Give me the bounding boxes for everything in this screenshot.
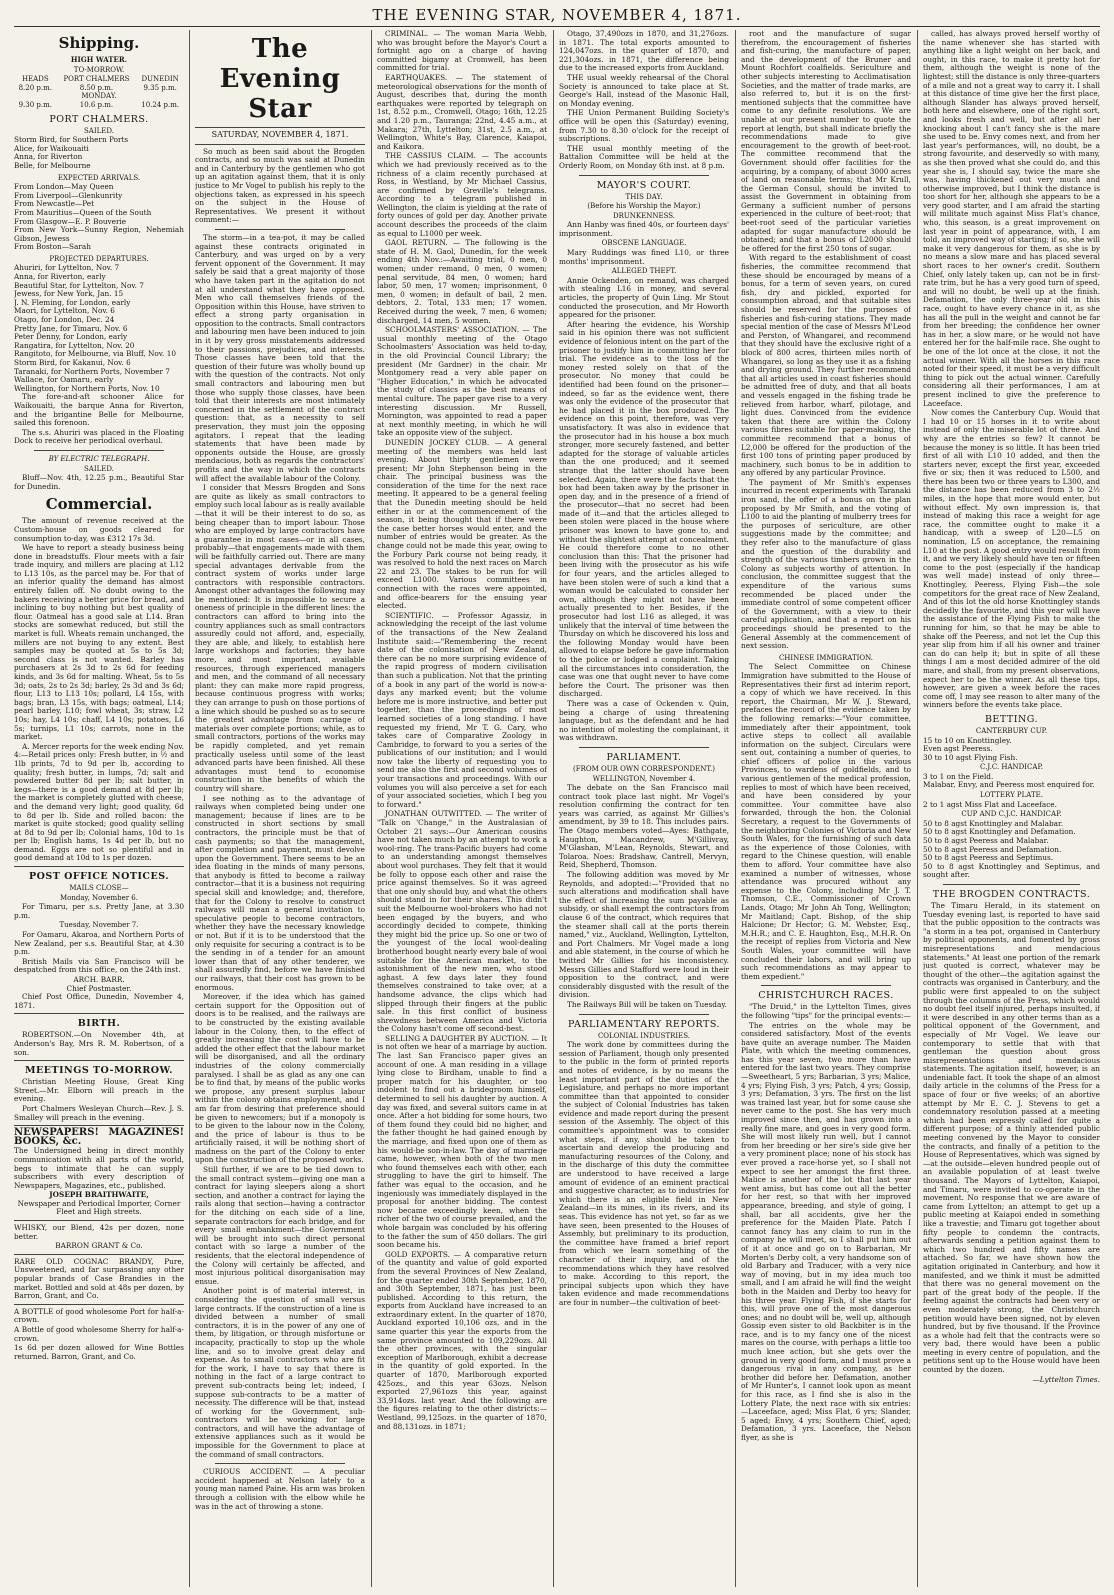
news-item-body: The usual monthly meeting of the Otago Schoolmasters' Association was held to-day, in the old Provincial Council Library; the president (Mr Gardner) in the chair. Mr Montgomery read a very able paper on "Higher Education," in which he advocated the study of classics as the best means of mental culture. The paper gave rise to a very interesting discussion. Mr Russell, Mornington, was appointed to read a paper at next monthly meeting, in which he will take an opposite view of the subject. xyxy=(377,325,547,438)
brogden-source: —Lyttelton Times. xyxy=(1032,1374,1100,1384)
projected-item: Anna, for Riverton, early xyxy=(14,272,106,282)
divider xyxy=(195,127,365,128)
news-item xyxy=(377,810,547,1033)
races-heading: CHRISTCHURCH RACES. xyxy=(758,990,894,1002)
ad-whisky-signature: BARRON GRANT & Co. xyxy=(55,1241,143,1251)
tide-table xyxy=(14,75,184,109)
ad-newspapers-heading: NEWSPAPERS! MAGAZINES! BOOKS, &c. xyxy=(14,1127,184,1147)
column-4 xyxy=(559,30,729,1587)
news-item-separator: — xyxy=(447,72,472,82)
gold-continuation: Otago, 37,490ozs in 1870, and 31,276ozs. in 1871. The total exports amounted to 124,047ozs. in the quarter of 1870, and 221,304ozs. in 1871, the difference being due to the increased exports from Auckland. xyxy=(559,30,729,73)
column-rule xyxy=(735,30,736,1587)
divider xyxy=(215,1463,345,1464)
news-item xyxy=(377,74,547,151)
editorial-paragraph: Still further, if we are to be tied down to the small contract system—giving one man a contract for laying sleepers along a short section, and another a contract for laying the rails along that section—having a contractor for the ditching on each side of a line, separate contractors for each bridge, and for every small embankment—the Government will be brought into such direct personal contact with so large a number of the residents, that the electoral independence of the Colony will certainly be affected, and most injurious political disorganisation may ensue. xyxy=(195,1165,365,1286)
meetings-heading: MEETINGS TO-MORROW. xyxy=(25,1065,173,1077)
betting-lottery-heading: LOTTERY PLATE. xyxy=(980,791,1043,800)
building-society-notice: THE Union Permanent Building Society's office will be open this (Saturday) evening, from 7.30 to 8.30 o'clock for the receipt of subscriptions. xyxy=(559,108,729,144)
expected-item: From New York—Sunny Region, Nehemiah Gibson, Jewess xyxy=(14,225,184,243)
ad-braithwaite-title: Newspaper and Periodical Importer, Corner Fleet and High streets. xyxy=(17,1198,181,1217)
canterbury-cup-paragraph: Now comes the Canterbury Cup. Would that I had 10 or 15 horses in it to write about instead of only the miserable lot of three. And why are the entries so few? It cannot be because the money is so little. It has been tried first of all with L10 10 added, and then the starters never, except the first year, exceeded five or six; then it was reduced to L500, and there has been two or three years to L300, and the distance has been reduced from 3 to 2½ miles, in the hope that more would enter, but without effect. My own impression is, that instead of making this race a weight for age race, the committee ought to make it a handicap, with a sweep of L20—L5 on nomination, L5 on acceptance, the remaining L10 at the post. A good entry would result from it, and we very likely should have ten or fifteen come to the post (especially if the handicap was well made) instead of only three—Knottingley, Peeress, Flying Fish—the sole competitors for the great race of New Zealand, And of this lot the old horse Knottingley stands decidedly the favourite, and this year will have the assistance of the Flying Fish to make the running for him, so that he may be able to shake off the Peeress, and not let the Cup this year slip from him if all his owner and trainer can do can help it; but in spite of all these things I am a most decided admirer of the old mare, and shall, from my present observations, expect her to be the winner. As all these tips, however, are given a week before the races come off, I may see reason to alter many of the winners before the events take place. xyxy=(923,408,1100,710)
betting-cup-list xyxy=(923,737,1100,763)
shipping-heading: Shipping. xyxy=(58,34,140,52)
telegraph-paragraph: Bluff—Nov. 4th, 12.25 p.m., Beautiful Star for Dunedin. xyxy=(14,473,184,491)
betting-cup-heading: CANTERBURY CUP. xyxy=(975,726,1048,735)
news-item xyxy=(377,30,547,73)
divider xyxy=(943,884,1080,885)
projected-departures-list xyxy=(14,264,184,393)
sailed-item: Storm Bird, for Southern Ports xyxy=(14,135,129,145)
projected-item: Ahuriri, for Lyttelton, Nov. 7 xyxy=(14,263,120,273)
news-item-separator: — xyxy=(489,437,508,447)
news-item-body: A general meeting of the members was held last evening. About thirty gentlemen were present; Mr John Stephenson being in the chair. The principal business was the consideration of the time for the next race meeting. It appeared to be a general feeling that the Dunedin meeting should be held either in or at the commencement of the season, it being thought that if there were the case better horses would enter, and the number of entries would be greater. As the change could not be made this year, owing to the Forbury Park course not being ready, it was resolved to hold the next races on March 22 and 23. The stakes to be run for will exceed L1000. Various committees in connection with the races were appointed, and office-bearers for the ensuing year elected. xyxy=(377,437,547,611)
news-item-body: The accounts which we had previously received as to the richness of a claim recently purchased at Ross, in Westland, by Mr Michael Cassius, are confirmed by Greville's telegrams. According to a telegram published in Wellington, the claim is yielding at the rate of forty ounces of gold per day. Another private account describes the proceeds of the claim as equal to L1000 per week. xyxy=(377,151,547,238)
reports-subheading: COLONIAL INDUSTRIES. xyxy=(597,1031,691,1040)
nameplate: The Evening Star xyxy=(219,34,341,124)
port-chalmers-heading: PORT CHALMERS. xyxy=(49,113,149,125)
column-rule xyxy=(189,30,190,1587)
projected-item: Jewess, for New York, Jan. 15 xyxy=(14,289,124,299)
edition-date: SATURDAY, NOVEMBER 4, 1871. xyxy=(211,130,349,139)
projected-item: Wellington, for Northern Ports, Nov. 10 xyxy=(14,383,160,393)
divider xyxy=(579,175,709,176)
sailed-item: Anna, for Riverton xyxy=(14,152,83,162)
betting-line: 50 to 8 agst Knottingley and Septimus, and sought after. xyxy=(923,861,1100,880)
market-paragraph: We have to report a steady business being done in breadstuffs. Flour meets with a fair trade inquiry, and millers are placing at L12 to L13 10s, as the parcel may be. For that of an inferior quality the demand has almost entirely fallen off. No doubt owing to the bakers receiving a better price for bread, and inclining to buy nothing but best quality of flour. Oatmeal has a good sale at L14. Bran stocks are somewhat reduced, but still the market is full. Wheats remain unchanged, the millers are not buying to any extent. Best samples may be quoted at 5s to 5s 3d; second class is not wanted. Barley has purchasers at 2s 3d to 2s 6d for feeding kinds, and 3s 6d for malting. Wheat, 5s to 5s 3d; oats, 2s to 2s 3d; barley, 2s 3d and 3s 6d; flour, L13 to L13 10s; pollard, L4 15s, with bags; bran, L3 15s, with bags; oatmeal, L14; pearl barley, L10; fowl wheat, 3s; straw, L2 10s; hay, L4 10s; chaff, L4 10s; potatoes, L6 5s; turnips, L1 10s; carrots, none in the market. xyxy=(14,543,184,742)
news-item-separator: — xyxy=(447,238,466,248)
news-item-title: CRIMINAL. xyxy=(385,30,429,38)
news-item-title: JONATHAN OUTWITTED. xyxy=(385,809,483,819)
reports-heading: PARLIAMENTARY REPORTS. xyxy=(567,1018,721,1030)
betting-line: 50 to 8 agst Knottingley and Malabar. xyxy=(923,818,1064,828)
parliament-body xyxy=(559,784,729,1009)
expected-arrivals-list xyxy=(14,183,184,252)
betting-line: 50 to 8 agst Peeress and Defamation. xyxy=(923,844,1062,854)
post-office-heading: POST OFFICE NOTICES. xyxy=(28,871,170,883)
tide-head: PORT CHALMERS xyxy=(63,75,130,84)
sailed-item: Belle, for Melbourne xyxy=(14,160,91,170)
news-item-separator: — xyxy=(482,809,497,819)
betting-double-list xyxy=(923,820,1100,880)
editorial-paragraph: I consider that Messrs Brogden and Sons are quite as likely as small contractors to employ such local labour as is really available—that it will be their interest to do so, as being cheaper than to import labour. Those who are employed by large contractors have a guarantee in most cases—or in all cases, probably—that engagements made with them will be faithfully carried out. There are many special advantages derivable from the contract system of works under large contractors with responsible contractors. Amongst other advantages the following may be mentioned: It is impossible to secure a oneness of principle in the different lines: the contractors can afford to bring into the country appliances such as small contractors assuredly could not afford, and, especially, they are able, and likely, to establish here large workshops and factories; they have more, and most important, available resources, through experienced managers and men, and the command of all necessary plant: they can make more rapid progress, because continuous progress with works; they can arrange to push on those portions of a line which should be pushed so as to secure the greatest advantage from carriage of materials over complete portions; while, as to small contractors, portions of the works may be rapidly completed, and yet remain practically useless until some of the least advanced parts have been finished. All these advantages must tend to economise construction in the benefits of which the country will share. xyxy=(195,483,365,793)
expected-item: From Boston—Sarah xyxy=(14,242,91,252)
ad-brandy: RARE OLD COGNAC BRANDY, Pure, Unsweetened, and far surpassing any other popular brands of Case Brandies in the market. Bottled and sold at 48s per dozen, by Barron, Grant, and Co. xyxy=(14,1256,184,1301)
column-rule xyxy=(553,30,554,1587)
telegraph-sailed: SAILED. xyxy=(84,464,114,473)
post-oamaru: For Oamaru, Akaroa, and Northern Ports of New Zealand, per s.s. Beautiful Star, at 4.30 p.m. xyxy=(14,930,184,957)
betting-heading: BETTING. xyxy=(984,713,1039,725)
mayors-court-heading: MAYOR'S COURT. xyxy=(596,179,692,191)
betting-line: 50 to 8 agst Peeress and Malabar. xyxy=(923,836,1049,846)
obscene-heading: OBSCENE LANGUAGE. xyxy=(601,239,687,248)
divider xyxy=(14,1304,184,1305)
tide-row xyxy=(14,84,184,93)
before-worship: (Before his Worship the Mayor.) xyxy=(587,202,701,211)
tide-row xyxy=(14,101,184,110)
sailed-heading: SAILED. xyxy=(84,126,114,135)
mails-close: MAILS CLOSE— xyxy=(69,884,129,893)
drunkenness-paragraph: Ann Hanby was fined 40s, or fourteen days' imprisonment. xyxy=(559,220,729,238)
post-signature: ARCH. BARR. xyxy=(73,975,125,984)
betting-line: 15 to 10 on Knottingley. xyxy=(923,735,1012,745)
divider xyxy=(579,1014,709,1015)
projected-item: Peter Denny, for London, early xyxy=(14,332,128,342)
post-monday: Monday, November 6. xyxy=(60,893,138,902)
projected-item: Taranaki, for Northern Ports, November 7 xyxy=(14,366,170,376)
column-rule xyxy=(917,30,918,1587)
expected-heading: EXPECTED ARRIVALS. xyxy=(57,173,141,182)
news-item-title: GAOL RETURN. xyxy=(385,238,448,248)
curious-accident-paragraph: CURIOUS ACCIDENT. — A peculiar accident happened at Nelson lately to a young man named Paine. His arm was broken through a collision with the elbow while he was in the act of throwing a stone. xyxy=(195,1467,365,1511)
ad-bottles-returned: 1s 6d per dozen allowed for Wine Bottles returned. Barron, Grant, and Co. xyxy=(14,1343,184,1361)
column-5 xyxy=(741,30,911,1587)
parliament-dateline: WELLINGTON, November 4. xyxy=(592,774,696,783)
divider xyxy=(14,1254,184,1255)
betting-lottery-list xyxy=(923,801,1100,810)
sailed-item: Alice, for Waikouaiti xyxy=(14,143,89,153)
news-item-separator: — xyxy=(449,1249,465,1259)
projected-heading: PROJECTED DEPARTURES. xyxy=(49,254,149,263)
news-item-body: The statement of meteorological observations for the month of August, describes that, during the month earthquakes were reported by telegraph on 1st, 8.52 p.m., Cromwell, Otago; 16th, 12.25 and 1.20 p.m., Tauranga; 22nd, 4.45 a.m., at Makara; 27th, Lyttelton; 31st, 2.5 a.m., at Wellington, White's Bay, Clarence, Kaiapoi, and Kaikora. xyxy=(377,72,547,151)
news-items xyxy=(377,30,547,1431)
betting-cjc-heading: C.J.C. HANDICAP. xyxy=(980,763,1043,772)
tide-cell: 8.50 p.m. xyxy=(79,83,114,92)
industries-paragraph: The payment of Mr Smith's expenses incurred in recent experiments with Taranaki iron sand, the offer of a bonus on the plan proposed by Mr Smith, and the voting of L100 to aid the planting of mulberry trees for the purposes of sericulture, are other suggestions made by the committee; and they refer also to the manufacture of glass and the question of the durability and strength of the various timbers grown in the Colony as subjects worthy of attention. In conclusion, the committee suggest that the expenditure of the various sums recommended be placed under the immediate control of some competent officer of the Government, with a view to their careful application, and that a report on his proceedings should be presented to the General Assembly at the commencement of next session. xyxy=(741,477,911,651)
expected-item: From Liverpool—Glenkunrity xyxy=(14,190,123,200)
editorial-lead: So much as been said about the Brogden contracts, and so much was said at Dunedin and in Canterbury by the gentlemen who got up an agitation against them, that it is only justice to Mr Vogel to publish his reply to the objections taken, as expressed in his speech on the subject in the House of Representatives. We present it without comment:— xyxy=(195,146,365,225)
news-item-title: EARTHQUAKES. xyxy=(385,72,448,82)
editorial-paragraph: The storm—in a tea-pot, it may be called against these contracts originated in Canterbury, and was urged on by a very fervent opponent of the Government. It may safely be said that a great majority of those who have taken part in the agitation do not at all understand what they have opposed. Men who call themselves friends of the Opposition within this House, have striven to effect a strong party organisation in opposition to the contracts. Small contractors and labouring men have been induced to join in it by very gross misstatements addressed to their passions, prejudices, and interests. Those classes have been told that the question of their future was wholly bound up with the question of the contracts. Not only small contractors and labouring men but those who supply those classes, have been told that their interests are most intimately concerned in the settlement of the contract question: that, as a necessity to self preservation, they must join the opposing agitators. I repeat that the leading statements that have been made by opponents outside the House, are grossly mendacious, both as regards the contractors' profits and the way in which the contracts will affect the available labour of the Colony. xyxy=(195,232,365,483)
chinese-paragraph: The Select Committee on Chinese Immigration have submitted to the House of Representatives their first ad interim report, a copy of which we have received. In this report, the Chairman, Mr W. J. Steward, prefaces the record of the evidence taken by the following remarks:—"Your committee, immediately after their appointment, took active steps to collect all available information on the subject. Circulars were sent out, containing a number of queries, to chief officers of police in the various Provinces, to wardens of goldfields, and to various gentlemen of the medical profession, replies to most of which have been received, and have been considered by your committee. Your committee have also forwarded, through the hon. the Colonial Secretary, a request to the Governments of the neighboring Colonies of Victoria and New South Wales, for the furnishing of such data as the experience of those Colonies, with regard to the Chinese question, will enable them to afford. Your committee have also examined a number of witnesses, whose attendance was procured without any expense to the Colony, including Mr J. T. Thomson, C.E., Commissioner of Crown Lands, Otago; Mr John Ah Tong, Wellington; Mr Maitland; Capt. Bishop, of the ship Halcione; Dr Hector; G. M. Webster, Esq., M.H.R.; and C. E. Haughton, Esq., M.H.R. On the receipt of replies from Victoria and New South Wales, your committee will have concluded their labors, and will bring up such recommendations as may appear to them expedient." xyxy=(741,662,911,981)
birth-heading: BIRTH. xyxy=(77,1018,121,1030)
news-item xyxy=(377,1035,547,1250)
theft-body xyxy=(559,277,729,743)
obscene-paragraph: Mary Ruddings was fined L10, or three months' imprisonment. xyxy=(559,248,729,266)
column-6 xyxy=(923,30,1100,1587)
news-item-body: A comparative return of the quantity and value of gold exported from the several Provinces of New Zealand, for the quarter ended 30th September, 1870, and 30th September, 1871, has just been published. According to this return, the exports from Auckland have increased to an extraordinary extent. In the quarter of 1870, Auckland exported 10,106 ozs, and in the same quarter this year the exports from the same province amounted to 109,229ozs. All the other provinces, with the singular exception of Marlborough, exhibit a decrease in the quantity of gold exported. In the quarter of 1870, Marlborough exported 425ozs., and this year 63ozs. Nelson exported 27,961ozs this year, against 33,914ozs. last year. And the following are the figures relating to the other districts:—Westland, 99,125ozs. in the quarter of 1870, and 88,131ozs. in 1871; xyxy=(377,1249,547,1431)
column-3 xyxy=(377,30,547,1587)
betting-cjc-list xyxy=(923,773,1100,790)
projected-item: Beautiful Star, for Lyttelton, Nov. 7 xyxy=(14,280,144,290)
expected-item: From Mauritius—Queen of the South xyxy=(14,207,152,217)
news-item-separator: — xyxy=(433,610,458,620)
ad-braithwaite-name: JOSEPH BRAITHWAITE, xyxy=(49,1190,149,1200)
editorial-paragraph: Moreover, if the idea which has gained certain support for the Opposition out of doors is to be realised, and the railways are to be constructed by the existing available labour in the Colony, then, to the effect of greatly increasing the cost will have to be added the other effect that the labour market will be disorganised, and all the ordinary industries of the colony commercially paralysed. I shall be as glad as any one can be to find that, by means of the public works we propose, any present surplus labour within the colony obtains employment, and I am far from desiring that preference should be given to newcomers; but if a monopoly is to be given to the labour now in the Colony, and the price of labour is thus to be artificially raised, it will be nothing short of madness on the part of the Colony to enter upon the construction of the proposed works. xyxy=(195,992,365,1165)
divider xyxy=(34,450,164,451)
post-british: British Mails via San Francisco will be despatched from this office, on the 24th inst. xyxy=(14,956,184,975)
divider xyxy=(761,985,891,986)
revenue-paragraph: The amount of revenue received at the Custom-house on goods cleared for consumption to-day, was £312 17s 3d. xyxy=(14,516,184,543)
reports-paragraph: The work done by committees during the session of Parliament, though only presented to the public in the form of printed reports and notes of evidence, is by no means the least important part of the duties of the Legislature, and perhaps no more important committee than that appointed to consider the subject of Colonial Industries has taken evidence and made report during the present session of the Assembly. The object of this committee's appointment was to consider what steps, if any, should be taken to ascertain and develop the producing and manufacturing resources of the Colony, and in the discharge of this duty the committee are understood to have received a large amount of evidence of an eminent practical and suggestive character, as to industries for which there is an eligible field in New Zealand—in its mines, in its rivers, and its seas. This evidence has not yet, so far as we have seen, been presented to the Houses of Assembly, but preliminary to its production, the committee have framed a brief report from which we learn something of the character of their inquiry, and of the recommendations which they have resolved to make. According to this report, the principal subjects upon which they have taken evidence and made recommendations are four in number—the cultivation of beet- xyxy=(559,1040,729,1307)
betting-double-heading: CUP AND C.J.C. HANDICAP. xyxy=(961,810,1062,819)
news-item-body: The woman Maria Webb, who was brought before the Mayor's Court a fortnight ago on a charge of having committed bigamy at Cromwell, has been committed for trial. xyxy=(377,30,547,73)
news-item-body: Professor Agassiz, in acknowledging the receipt of the last volume of the transactions of the New Zealand Institute said:—"Remembering the recent date of the colonisation of New Zealand, there can be no more surprising evidence of the rapid progress of modern civilisation than such a publication. Not that the printing of a book in any part of the world is now-a-days any marked event; but the volume before me is more instructive, and better put together, than the proceedings of most learned societies of a long standing. I have requested my friend, Mr T. G. Cary, who takes care of Comparative Zoology in Cambridge, to forward to you a series of the publications of our institution; and I would now take the liberty of requesting you to send me also the first and second volumes of your transactions and proceedings. With our volumes you will also perceive a set for each of your associated societies, which I beg you to forward." xyxy=(377,610,547,809)
news-item xyxy=(377,1251,547,1431)
sailed-list xyxy=(14,136,184,170)
ad-port: A BOTTLE of good wholesome Port for half-a-crown. xyxy=(14,1306,184,1325)
betting-line: Malabar, Envy, and Peeress most enquired for. xyxy=(923,780,1095,790)
expected-item: From London—May Queen xyxy=(14,182,114,192)
choral-notice: THE usual weekly rehearsal of the Choral Society is announced to take place at St. George's Hall, instead of the Masonic Hall, on Monday evening. xyxy=(559,72,729,108)
divider xyxy=(14,1013,184,1014)
divider xyxy=(14,1125,184,1126)
projected-item: Wallace, for Oamaru, early xyxy=(14,375,114,385)
industries-paragraph: root and the manufacture of sugar therefrom, the encouragement of fisheries and fish-curing, the manufacture of paper, and the development of the Bruner and Mount Rochfort coalfields. Sericulture and other subjects interesting to Acclimatisation Societies, and the matter of trade marks, are also referred to, but it is on the first-mentioned subjects that the committee have come to any definite resolutions. We are unable at our present number to quote the report at length, but shall indicate briefly the recommendations made to give encouragement to the growth of beet-root. The committee recommend that the Government should offer facilities for the acquiring, by a company, of about 3000 acres of land on reasonable terms; that Mr Krull, the German Consul, should be invited to assist the Government in obtaining from Germany a sufficient number of persons experienced in the culture of beet-root; that beet-root seed of the particular varieties adapted for sugar manufacture should be obtained; and that a bonus of L2000 should be offered for the first 250 tons of sugar. xyxy=(741,30,911,253)
tide-cell: 9.30 p.m. xyxy=(18,100,52,109)
drunkenness-heading: DRUNKENNESS. xyxy=(612,211,676,220)
brogden-heading: THE BROGDEN CONTRACTS. xyxy=(932,889,1091,900)
betting-line: Even agst Peeress. xyxy=(923,744,993,754)
chinese-heading: CHINESE IMMIGRATION. xyxy=(778,653,874,662)
betting-line: 2 to 1 agst Miss Flat and Laceeface. xyxy=(923,799,1057,809)
post-timaru: For Timaru, per s.s. Pretty Jane, at 3.30 p.m. xyxy=(14,902,184,920)
divider xyxy=(215,229,345,230)
commercial-heading: Commercial. xyxy=(45,495,153,514)
masthead: THE EVENING STAR, NOVEMBER 4, 1871. xyxy=(372,6,742,24)
meetings-item: Port Chalmers Wesleyan Church—Rev. J. S. Smalley will preach in the evening. xyxy=(14,1103,184,1122)
news-item-title: THE CASSIUS CLAIM. xyxy=(385,151,476,161)
industries-body xyxy=(741,30,911,651)
theft-paragraph: Annie Ockenden, on remand, was charged with stealing L16 in money, and several articles, the property of Quin Ling. Mr Stout conducted the prosecution, and Mr Howorth appeared for the prisoner. xyxy=(559,275,729,320)
telegraph-heading: BY ELECTRIC TELEGRAPH. xyxy=(48,454,150,463)
betting-line: 3 to 1 on the Field. xyxy=(923,771,994,781)
parliament-paragraph: The Railways Bill will be taken on Tuesday. xyxy=(567,999,727,1009)
divider xyxy=(195,144,365,145)
battalion-notice: THE usual monthly meeting of the Battalion Committee will be held at the Orderly Room, on Monday 6th inst. at 8 p.m. xyxy=(559,143,729,170)
column-1 xyxy=(14,30,184,1587)
betting-line: 50 to 8 agst Knottingley and Defamation. xyxy=(923,827,1076,837)
brogden-paragraph: The Timaru Herald, in its statement on Tuesday evening last, is reported to have said that the public opposition to the contracts was "a storm in a tea pot, organised in Canterbury by political opponents, and fomented by gross misrepresentations and mendacious statements." At least one portion of the remark just quoted is correct, whatever may be thought of the other—the agitation against the contracts was organised in Canterbury, and the public were first appealed to on the subject through the columns of the Press, which would no doubt feel itself injured, perhaps insulted, if it were described in any other terms than as a political opponent of the Government, and especially of Mr Vogel. We leave our contemporary to settle that with that gentleman the question about gross misrepresentations and mendacious statements. The agitation itself, however, is an undeniable fact. It took the shape of an almost daily article in the columns of the Press for a space of four or five weeks; of an abortive attempt by Mr E. C. J. Stevens to get a condemnatory resolution passed at a meeting which had been expressly called for quite a different purpose; of a thinly attended public meeting convened by the Mayor to consider the contracts, and finally of a petition to the House of Representatives, which was signed by—at the outside—eleven hundred people out of an available population of at least twelve thousand. The Mayors of Lyttelton, Kaiapoi, and Timaru, were invited to co-operate in the movement. No response that we are aware of came from Lyttelton; an attempt to get up a public meeting at Kaiapoi ended in something like a travestie; and Timaru got together about fifty people to condemn the contracts, afterwards sending a petition against them to which two hundred and fifty names are attached. So far, we have shown how the agitation originated in Canterbury, and how it manifested, and we think it must be admitted that there was no general movement on the part of the great body of the people. If the feeling against the contracts had been very or even moderately strong, the Christchurch petition would have been signed, not by eleven hundred, but by five thousand. If the Province as a whole had felt that the contracts were so very bad, there would have been a public meeting in every centre of population, and the petitions sent up to the House would have been counted by the dozen. xyxy=(923,901,1100,1375)
meetings-item: Christian Meeting House, Great King Street.—Mr. Elborn will preach in the evening. xyxy=(14,1077,184,1104)
news-item-body: It is not often we hear of a marriage by auction. The last San Francisco paper gives an account of one. A man residing in a village lying close to Birdham, unable to find a proper match for his daughter, or too indolent to find out a bridegroom himself, determined to sell his daughter by auction. A day was fixed, and several suitors came in at once. After a hot bidding for some hours, two of them found they could bid no higher, and the father thought he had gained enough by the marriage, and fixed upon one of them as his would-be son-in-law. The day of marriage came, however, when both of the two men who found themselves each with other, each struggling to have the girl to himself. The father was equal to the occasion, and he ingeniously was immediately displayed in the proposal for another bidding. The contest now became exceedingly keen, when the richer of the two of course prevailed, and the whole bargain was concluded by his offering to the father the sum of 450 dollars. The girl soon became his. xyxy=(377,1033,547,1250)
news-item-title: GOLD EXPORTS. xyxy=(385,1249,450,1259)
projected-item: J. N. Fleming, for London, early xyxy=(14,297,131,307)
curious-accident-body: A peculiar accident happened at Nelson lately to a young man named Paine. His arm was broken through a collision with the elbow while he was in the act of throwing a stone. xyxy=(195,1467,365,1511)
monday-label: MONDAY. xyxy=(81,92,117,101)
races-intro: "The Druid," in the Lyttelton Times, gives the following "tips" for the principal events:— xyxy=(741,1002,911,1020)
news-item-title: SELLING A DAUGHTER BY AUCTION. xyxy=(385,1033,530,1043)
parliament-heading: PARLIAMENT. xyxy=(606,751,682,763)
high-water-heading: HIGH WATER. xyxy=(70,55,128,64)
news-item-title: SCHOOLMASTERS' ASSOCIATION. xyxy=(385,325,520,335)
divider xyxy=(14,1220,184,1221)
news-item-separator: — xyxy=(475,151,495,161)
news-item-separator: — xyxy=(428,30,446,38)
news-item-body: The following is the state of H. M. Gaol, Dunedin, for the week ending 4th Nov.:—Awaiting trial, 0 men, 0 women; under remand, 0 men, 0 women; penal servitude, 84 men, 0 women; hard labor, 50 men, 17 women; imprisonment, 0 men, 0 women; in default of bail, 2 men. debtors, 2. Total, 133 men; 17 women. Received during the week, 7 men, 6 women; discharged, 14 men, 5 women. xyxy=(377,238,547,325)
divider xyxy=(14,866,184,867)
betting-line: 30 to 10 agst Flying Fish. xyxy=(923,752,1018,762)
ahuriri-paragraph: The s.s. Ahuriri was placed in the Floating Dock to receive her periodical overhaul. xyxy=(14,427,184,446)
parliament-source: (FROM OUR OWN CORRESPONDENT.) xyxy=(573,764,715,773)
news-item-body: The writer of "Talk on 'Change," in the Australasian of October 21 says:—Our American cousins have not taken much by an attempt to work a wool-ring. The trans-Pacific buyers had come to an understanding amongst themselves about wool purchases. They felt that it would be folly to oppose each other and raise the price against themselves. So it was agreed that one only should buy, and what the others should stand in for their shares. This didn't suit the Melbourne wool-brokers who had not been engaged by the buyers, and who accordingly decided to compete, thinking they might bid the price up. So one or two of the youngest of the local wool-dealing brotherhood bought nearly every bale of wool suitable for the American market, to the astonishment of the new men, who stood aghast. A few days later they found themselves constrained to take over, at a handsome advance, the clips which had slipped through their fingers at the public sale. In this first conflict of business shrewdness between America and Victoria the Colony hasn't come off second-best. xyxy=(377,809,547,1034)
mercer-paragraph: A. Mercer reports for the week ending Nov. 4:—Retail prices only: Fresh butter, in ½ and 1lb prints, 7d to 9d per lb, according to quality; fresh butter, in lumps, 7d; salt and powdered butter 8d per lb; salt butter, in kegs—there is a good demand at 8d per lb; the market is completely glutted with cheese, and the demand very light; good quality, 6d to 8d per lb. Side and rolled bacon: the market is quite stocked; good quality selling at 8d to 9d per lb; Colonial hams, 10d to 1s per lb; English hams, 1s 4d per lb, but no demand. Eggs are not so plentiful and in good demand at 10d to 1s per dozen. xyxy=(14,741,184,863)
tide-cell: 10.6 p.m. xyxy=(79,100,114,109)
theft-paragraph: There was a case of Ockenden v. Quin, being a charge of using threatening language, but as the defendant and he had no intention of molesting the complainant, it was withdrawn. xyxy=(559,698,729,743)
news-item xyxy=(377,612,547,810)
ad-sherry: A Bottle of good wholesome Sherry for half-a-crown. xyxy=(14,1325,184,1343)
parliament-paragraph: The following addition was moved by Mr Reynolds, and adopted:—"Provided that no such alterations and modification shall have the effect of increasing the sum payable as subsidy, or shall exempt the contractors from clause 6 of the contract, which requires that the steamer shall call at the ports therein named," viz., Auckland, Wellington, Lyttelton, and Port Chalmers. Mr Vogel made a long and able statement, in the course of which he twitted Mr Gillies for his inconsistency. Messrs Gillies and Stafford were loud in their opposition to the contract, and were considerably disgusted with the result of the division. xyxy=(559,870,729,1000)
this-day: THIS DAY. xyxy=(625,192,663,201)
ad-newspapers-body: The Undersigned being in direct monthly communication with all parts of the world, begs to intimate that he can supply subscribers with every description of Newspapers, Magazines, etc., published. xyxy=(14,1146,184,1190)
ship-paragraph: The fore-and-aft schooner Alice for Waikouaiti, the barque Anna for Riverton, and the brigantine Belle for Melbourne, sailed this forenoon. xyxy=(14,392,184,428)
news-item xyxy=(377,439,547,611)
news-item xyxy=(377,239,547,325)
tide-header-row xyxy=(14,75,184,84)
editorial-paragraph: I see nothing as to the advantage of railways when completed being under one management; because if lines are to be constructed in short sections by small contractors, the principle must be that of cash payments; so that the management, after completion and payment, must devolve upon the Government. There seems to be an idea floating in the minds of many persons, that anybody is fitted to become a railway contractor—that it is a business not requiring special skill and knowledge; and, therefore, that for the Colony to resolve to construct railways will mean a general invitation to speculative people to become contractors, whether they have the necessary knowledge or not. But if it is to be understood that the only requisite for securing a contract is to be the sending in of a tender for an amount lower than that of any other tenderer, we shall assuredly find, before we have finished our railways, that their cost has grown to be enormous. xyxy=(195,793,365,992)
news-item-separator: — xyxy=(529,1033,542,1043)
tomorrow-label: TO-MORROW. xyxy=(73,65,125,74)
news-item-separator: — xyxy=(519,325,534,335)
ad-whisky: WHISKY, our Blend, 42s per dozen, none better. xyxy=(14,1223,184,1241)
tide-cell: 8.20 p.m. xyxy=(18,83,52,92)
column-rule xyxy=(371,30,372,1587)
theft-paragraph: After hearing the evidence, his Worship said in his opinion there was not sufficient evidence of felonious intent on the part of the prisoner to justify him in committing her for trial. The evidence as to the loss of the money rested solely on that of the prosecutor. No money that could be identified had been found on the prisoner—indeed, so far as the evidence went, there was only the evidence of the prosecutor that he had placed it in the box produced. The evidence on this point, therefore, was very unsatisfactory. It was also in evidence that the prosecutor had in his house a box much stronger, more securely fastened, and better adapted for the storage of valuable articles than the one produced; and it seemed strange that the latter should have been selected. Again, there were the facts that the box had been taken away by the prisoner in open day, and in the presence of a friend of the prosecutor—that no secret had been made of it—and that the articles alleged to been stolen were placed in the house where prisoner was known to have gone to, and without the slightest attempt at concealment. He could therefore come to no other conclusion than this: That the prisoner had been living with the prosecutor as his wife for four years, and the articles alleged to have been stolen were of such a kind that a woman would be calculated to consider her own, although they might not have been actually presented to her. Besides, if the prosecutor had lost L16 as alleged, it was unlikely that the interval of time between the Thursday on which he discovered his loss and the following Monday would have been allowed to elapse before he gave information to the police or lodged a complaint. Taking all the circumstances into consideration, the case was one that ought never to have come before the Court. The prisoner was then discharged. xyxy=(559,319,729,699)
birth-paragraph: ROBERTSON.—On November 4th, at Anderson's Bay, Mrs R. M. Robertson, of a son. xyxy=(14,1030,184,1057)
column-2 xyxy=(195,30,365,1587)
post-signature-title: Chief Postmaster. xyxy=(66,983,132,993)
curious-accident-title: CURIOUS ACCIDENT. xyxy=(203,1467,293,1477)
projected-item: Pretty Jane, for Timaru, Nov. 6 xyxy=(14,323,128,333)
post-tuesday: Tuesday, November 7. xyxy=(59,921,139,930)
news-item xyxy=(377,326,547,438)
editorial-paragraph: Another point is of material interest, in considering the question of small versus large contracts. If the construction of a line is divided between a number of small contractors, it is in the power of any one of them, by litigation, or through misfortune or incapacity, practically to stop up the whole line, and so to involve great delay and expense. As to small contractors who are fit for the work, I have to say that there is nothing in the fact of a large contract to prevent sub-contracts being let; indeed, I suppose sub-contracts to be a matter of necessity. The difference will be that, instead of working for the Government, sub-contractors will be working for large contractors, and will have the advantage of extensive appliances such as it would be impossible for the Government to place at the command of small contractors. xyxy=(195,1286,365,1459)
editorial-body xyxy=(195,234,365,1459)
projected-item: Rangatira, for Lyttelton, Nov. 20 xyxy=(14,340,135,350)
tide-head: DUNEDIN xyxy=(141,75,179,84)
industries-paragraph: With regard to the establishment of coast fisheries, the committee recommend that these should be encouraged by means of a bonus, for a term of seven years, on cured fish, dry and pickled, exported for consumption abroad, and that suitable sites should be reserved for the purposes of fisheries and fish-curing stations. They made special mention of the case of Messrs M'Leod and Perston, of Whangarei, and recommend that they should have the exclusive right of a block of 800 acres, thirteen miles north of Whangarei, so long as they use it as a fishing and drying ground. They further recommend that all articles used in coast fisheries should be admitted free of duty, and that all boats and vessels engaged in the fishing trade be relieved from harbor, wharf, pilotage, and light dues. Convinced from the evidence taken that there are within the Colony various fibres suitable for paper-making, the committee recommend that a bonus of L2,000 be offered for the production of the first 100 tons of printing paper produced by machinery, such bonus to be in addition to any offered by any particular Province. xyxy=(741,253,911,478)
divider xyxy=(579,747,709,748)
news-item-title: DUNEDIN JOCKEY CLUB. xyxy=(385,437,490,447)
expected-item: From Newcastle—Pet xyxy=(14,199,95,209)
post-date: Chief Post Office, Dunedin, November 4, 1871. xyxy=(14,992,184,1010)
races-continued: called, has always proved herself worthy of the name whenever she has started with anything like a light weight on her back, and ought, in this race, to make it pretty hot for them, although the weight is none of the lightest; still the distance is only three-quarters of a mile and not a great way to carry it. I shall at this distance of time give her the first place, although Slander has always proved herself, both here and elsewhere, one of the right sort, and looks fresh and well, but after all her knocking about I can't fancy she is the mare she used to be. Envy comes next, and from her last year's performances, will, no doubt, be a strong favourite, and deservedly so with many, as she then proved what she could do, and this year she is, I should say, twice the mare she was, having thickened out very much and otherwise improved, but I think the distance is too short for her, although she appears to be a very good starter, and I am afraid the starting will militate much against Miss Flat's chance, who, this season, is a great improvement on last year in point of appearance, with, I am told, an improved way of starting; if so, she will make it very dangerous for them, as she is by no means a slow mare and has placed several short races to her owner's credit. Southern Chief, only lately taken up, can not be in first-rate trim, but he has a very good turn of speed, and will no doubt, be well up at the finish. Defamation, the only three-year old in this race, ought to have every chance in it, as she has all the pull in the weight and cannot be far from her breeding; the confidence her owner has in her, a slow mare, or he would not have entered her for the half-mile race. She ought to be one of the lot once at the close, it not the actual winner. With all the horses in this race noted for their speed, it must be a very difficult thing to pick out the actual winner. Carefully considering all their performances, I am at present inclined to give the preference to Laceeface. xyxy=(923,30,1100,408)
tide-cell: 9.35 p.m. xyxy=(143,83,177,92)
divider xyxy=(14,1060,184,1061)
tide-cell: 10.24 p.m. xyxy=(141,100,180,109)
projected-item: Storm Bird, for Kakanui, Nov. 6 xyxy=(14,358,131,367)
news-item xyxy=(377,152,547,238)
news-item-title: SCIENTIFIC. xyxy=(385,610,434,620)
projected-item: Maori, for Lyttelton, Nov. 6 xyxy=(14,306,115,316)
projected-item: Rangitoto, for Melbourne, via Bluff, Nov. 10 xyxy=(14,349,176,359)
races-body: The entries on the whole may be considered satisfactory. Most of the events have quite an average number. The Maiden Plate, with which the meeting commences, has this year seven, two more than have entered for the last two years. They comprise—Sweetheart, 5 yrs; Barbarian, 3 yrs; Malice, 4 yrs; Flying Fish, 3 yrs; Patch, 4 yrs; Gossip, 3 yrs; Defamation, 3 yrs. The first on the list was trained last year, but for some cause she never came to the post. She has very much improved since then, and has grown into a really fine mare, and goes in very good form. She will most likely run well, but I cannot from her breeding or her sire's side give her a very prominent place; none of his stock has ever proved a race-horse yet, so I shall not expect to see her amongst the first three. Malice is another of the lot that last year went amiss, but has come out all the better for her rest, so that with her improved appearance, breeding, and style of going, I shall, bar all accidents, give her the preference for the Maiden Plate. Patch I cannot fancy has any claim to run in the company he will meet, so I shall put him out of it at once and go on to Barbarian, Mr Morten's Derby colt, a very handsome son of old Barbary and Traducer, with a very nice way of moving, but in my idea much too small, and I am afraid he will find the weight both in the Maiden and Derby too heavy for his three year. Flying Fish, if she starts for this, will prove one of the most dangerous ones; and no doubt will be, well up, although Gossip even sister to old Backbiter is in the race, and is to my fancy one of the nicest mares on the course, with perhaps a little too much knee action, but she gets over the ground in very good form, and I must prove a dangerous rival in any company, as her brother did before her. Defamation, another of Mr Hunter's, I cannot look upon as meant for this race, as I find she is also in the Lottery Plate, the next race with six entries:—Laceeface, aged; Miss Flat, 6 yrs; Slander, 5 aged; Envy, 4 yrs; Southern Chief, aged; Defamation, 3 yrs. Laceeface, the Nelson flyer, as she is xyxy=(741,1020,911,1442)
betting-line: 50 to 8 agst Peeress and Septimus. xyxy=(923,853,1054,863)
projected-item: Otago, for London, Dec. 24 xyxy=(14,315,115,325)
expected-item: From Glasgow—E. P. Bouverie xyxy=(14,216,127,226)
theft-heading: ALLEGED THEFT. xyxy=(611,267,677,276)
tide-head: HEADS xyxy=(21,75,49,84)
masthead-rule xyxy=(14,26,1100,27)
parliament-paragraph: The debate on the San Francisco mail contract took place last night. Mr Vogel's resolution confirming the contract for ten years was carried, as against Mr Gillies's amendment, by 39 to 18. This includes pairs. The Otago members voted—Ayes: Bathgate, Haughton, Macandrew, M'Gillivray, M'Glashan, M'Lean, Reynolds, Stewart, and Tolaroa. Noes: Bradshaw, Cantrell, Mervyn, Reid, Shepherd, Thomson. xyxy=(559,783,729,870)
